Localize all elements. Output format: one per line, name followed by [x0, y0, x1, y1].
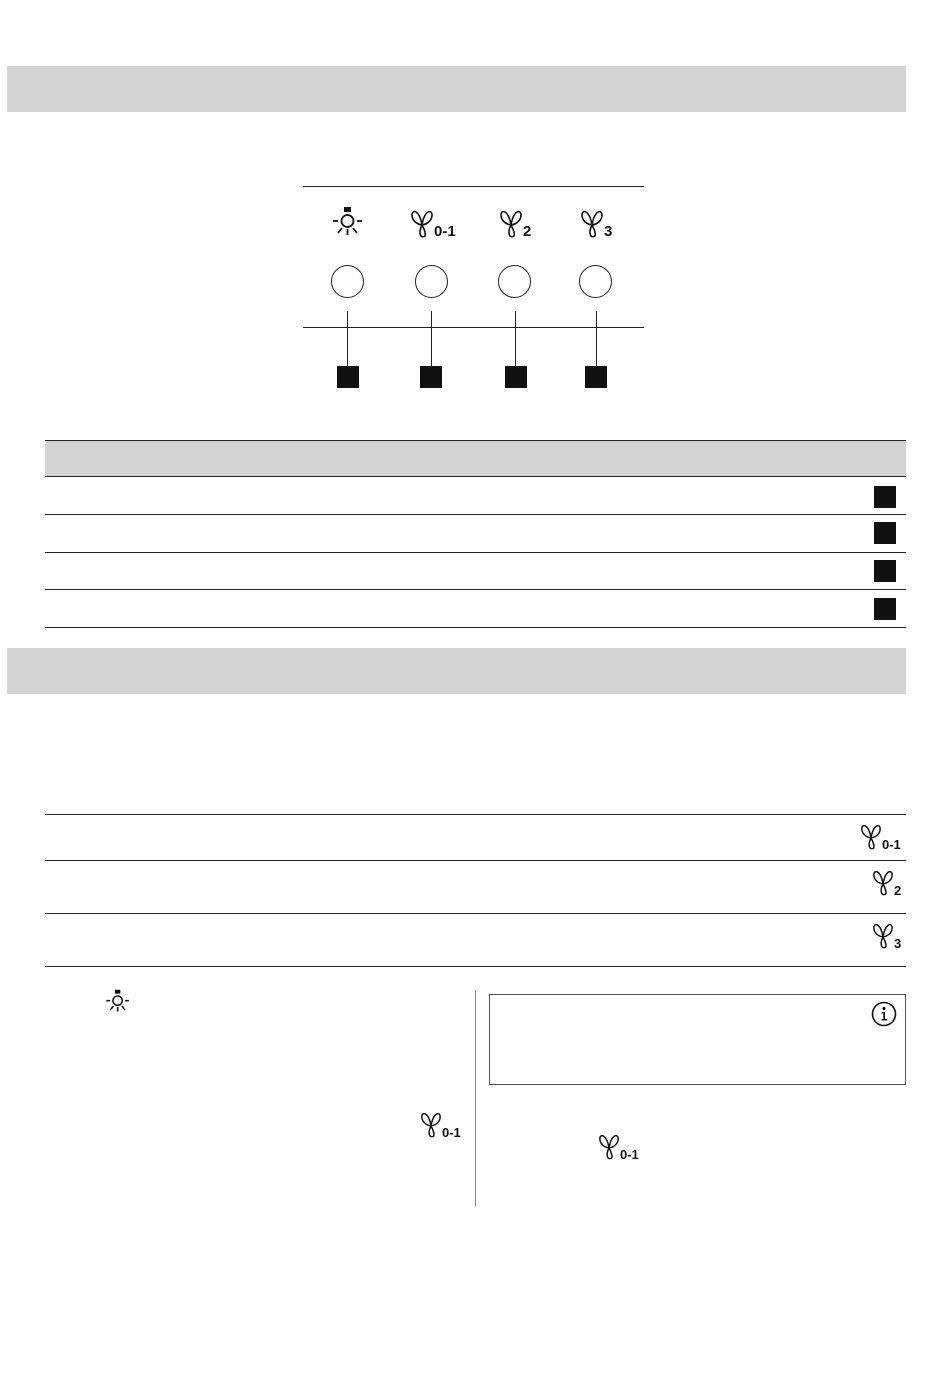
callout-marker — [337, 366, 359, 388]
table-row — [45, 514, 906, 515]
lamp-icon — [330, 206, 366, 242]
fan-speed-label: 0-1 — [434, 223, 456, 240]
callout-marker — [874, 560, 896, 582]
leader-line — [596, 311, 597, 366]
table-row — [45, 627, 906, 628]
table-row — [45, 913, 906, 914]
panel-top-line — [303, 186, 644, 187]
fan-icon — [499, 208, 531, 238]
fan-icon — [420, 1110, 461, 1138]
callout-marker — [420, 366, 442, 388]
fan-speed-0-1-button[interactable] — [415, 265, 448, 298]
callout-marker — [585, 366, 607, 388]
fan-speed-label: 2 — [894, 883, 902, 898]
light-button[interactable] — [331, 265, 364, 298]
section-header-band — [7, 648, 906, 694]
info-icon — [871, 1001, 897, 1027]
fan-speed-label: 2 — [523, 223, 532, 240]
leader-line — [515, 311, 516, 366]
fan-icon — [410, 208, 456, 238]
fan-speed-3-button[interactable] — [579, 265, 612, 298]
fan-speed-label: 3 — [894, 936, 902, 951]
leader-line — [347, 311, 348, 366]
fan-speed-label: 3 — [604, 223, 613, 240]
fan-icon — [598, 1132, 639, 1160]
callout-marker — [874, 522, 896, 544]
section-header-band — [7, 66, 906, 112]
fan-speed-label: 0-1 — [442, 1125, 461, 1140]
fan-speed-label: 0-1 — [620, 1147, 639, 1162]
callout-marker — [874, 486, 896, 508]
callout-marker — [874, 598, 896, 620]
callout-marker — [505, 366, 527, 388]
fan-icon — [872, 868, 901, 896]
table-row — [45, 814, 906, 815]
table-row — [45, 966, 906, 967]
table-row — [45, 589, 906, 590]
fan-icon — [580, 208, 612, 238]
fan-icon — [872, 921, 901, 949]
table-row — [45, 860, 906, 861]
info-box — [489, 994, 906, 1085]
lamp-icon — [104, 989, 132, 1017]
table-header — [45, 440, 906, 477]
column-divider — [475, 990, 476, 1206]
fan-speed-2-button[interactable] — [498, 265, 531, 298]
panel-bottom-line — [303, 327, 644, 328]
fan-speed-label: 0-1 — [882, 837, 901, 852]
leader-line — [431, 311, 432, 366]
fan-icon — [860, 822, 901, 850]
table-row — [45, 552, 906, 553]
